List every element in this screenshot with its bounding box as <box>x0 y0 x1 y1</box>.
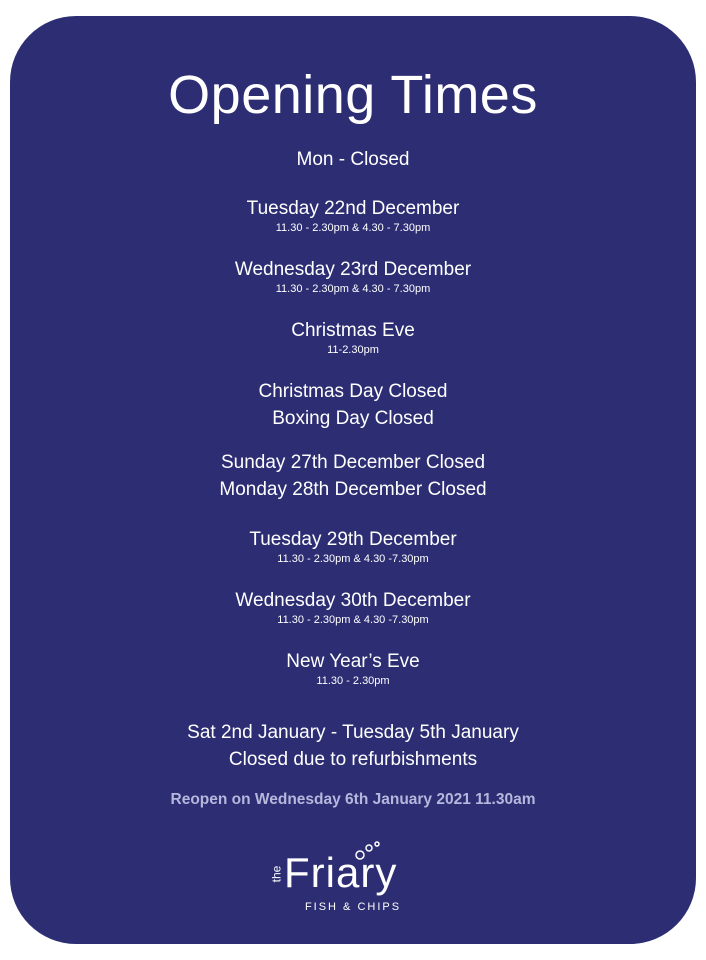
closure-range: Sat 2nd January - Tuesday 5th January <box>187 722 519 743</box>
monday-28-closed: Monday 28th December Closed <box>219 479 487 500</box>
tuesday-22-hours: 11.30 - 2.30pm & 4.30 - 7.30pm <box>275 222 431 234</box>
christmas-day-closed: Christmas Day Closed <box>258 381 448 402</box>
tuesday-29-day: Tuesday 29th December <box>249 529 457 550</box>
logo-wordmark: Friary <box>284 849 398 896</box>
wednesday-23-day: Wednesday 23rd December <box>234 259 472 280</box>
reopen-notice: Reopen on Wednesday 6th January 2021 11.30am <box>170 791 536 808</box>
wednesday-23-hours: 11.30 - 2.30pm & 4.30 - 7.30pm <box>275 283 431 295</box>
boxing-day-closed: Boxing Day Closed <box>272 408 434 429</box>
logo-tagline: FISH & CHIPS <box>304 901 402 913</box>
wednesday-30-hours: 11.30 - 2.30pm & 4.30 -7.30pm <box>277 614 429 626</box>
monday-closed: Mon - Closed <box>296 149 410 170</box>
closure-reason: Closed due to refurbishments <box>228 749 478 770</box>
tuesday-29-hours: 11.30 - 2.30pm & 4.30 -7.30pm <box>277 553 429 565</box>
tuesday-22-day: Tuesday 22nd December <box>246 198 460 219</box>
wednesday-30-day: Wednesday 30th December <box>235 590 471 611</box>
sunday-27-closed: Sunday 27th December Closed <box>220 452 486 473</box>
christmas-eve-hours: 11-2.30pm <box>327 344 379 356</box>
new-years-eve-day: New Year’s Eve <box>286 651 420 672</box>
christmas-eve-day: Christmas Eve <box>291 320 415 341</box>
new-years-eve-hours: 11.30 - 2.30pm <box>316 675 390 687</box>
opening-times-card <box>10 16 696 944</box>
logo-the: the <box>269 865 284 883</box>
page-title: Opening Times <box>168 65 538 125</box>
friary-logo <box>10 838 696 918</box>
